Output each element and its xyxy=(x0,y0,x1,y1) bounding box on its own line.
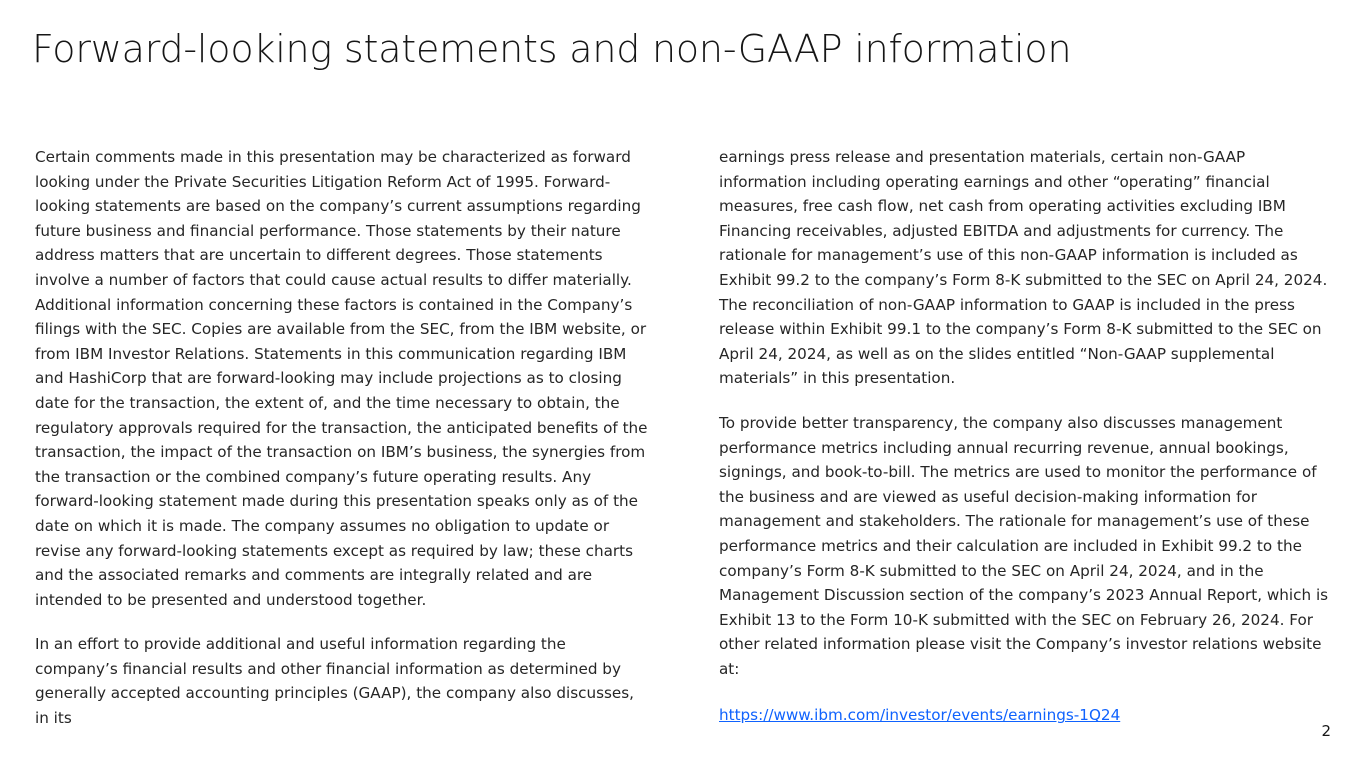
slide-title: Forward-looking statements and non-GAAP information xyxy=(32,27,1072,71)
forward-looking-paragraph: Certain comments made in this presentation may be characterized as forward looking under the Private Securities Litigation Reform Act of 1995. Forward-looking statements are based on the company’s current assumptions regarding future business and financial performance. Those statements by their nature address matters that are uncertain to different degrees. Those statements involve a number of factors that could cause actual results to differ materially. Additional information concerning these factors is contained in the Company’s filings with the SEC. Copies are available from the SEC, from the IBM website, or from IBM Investor Relations. Statements in this communication regarding IBM and HashiCorp that are forward-looking may include projections as to closing date for the transaction, the extent of, and the time necessary to obtain, the regulatory approvals required for the transaction, the anticipated benefits of the transaction, the impact of the transaction on IBM’s business, the synergies from the transaction or the combined company’s future operating results. Any forward-looking statement made during this presentation speaks only as of the date on which it is made. The company assumes no obligation to update or revise any forward-looking statements except as required by law; these charts and the associated remarks and comments are integrally related and are intended to be presented and understood together. xyxy=(35,148,648,609)
performance-metrics-paragraph: To provide better transparency, the company also discusses management performance metrics including annual recurring revenue, annual bookings, signings, and book-to-bill. The metrics are used to monitor the performance of the business and are viewed as useful decision-making information for management and stakeholders. The rationale for management’s use of these performance metrics and their calculation are included in Exhibit 99.2 to the company’s Form 8-K submitted to the SEC on April 24, 2024, and in the Management Discussion section of the company’s 2023 Annual Report, which is Exhibit 13 to the Form 10-K submitted with the SEC on February 26, 2024. For other related information please visit the Company’s investor relations website at: xyxy=(719,413,1329,678)
right-column xyxy=(719,145,1335,728)
page-number: 2 xyxy=(1321,722,1331,740)
non-gaap-intro-paragraph: In an effort to provide additional and useful information regarding the company’s financial results and other financial information as determined by generally accepted accounting principles (GAAP), the company also discusses, in its xyxy=(35,635,635,728)
investor-relations-link[interactable]: https://www.ibm.com/investor/events/earnings-1Q24 xyxy=(719,706,1121,725)
non-gaap-continued-paragraph: earnings press release and presentation materials, certain non-GAAP information including operating earnings and other “operating” financial measures, free cash flow, net cash from operating activities excluding IBM Financing receivables, adjusted EBITDA and adjustments for currency. The rationale for management’s use of this non-GAAP information is included as Exhibit 99.2 to the company’s Form 8-K submitted to the SEC on April 24, 2024. The reconciliation of non-GAAP information to GAAP is included in the press release within Exhibit 99.1 to the company’s Form 8-K submitted to the SEC on April 24, 2024, as well as on the slides entitled “Non-GAAP supplemental materials” in this presentation. xyxy=(719,148,1328,388)
left-column xyxy=(35,145,649,751)
